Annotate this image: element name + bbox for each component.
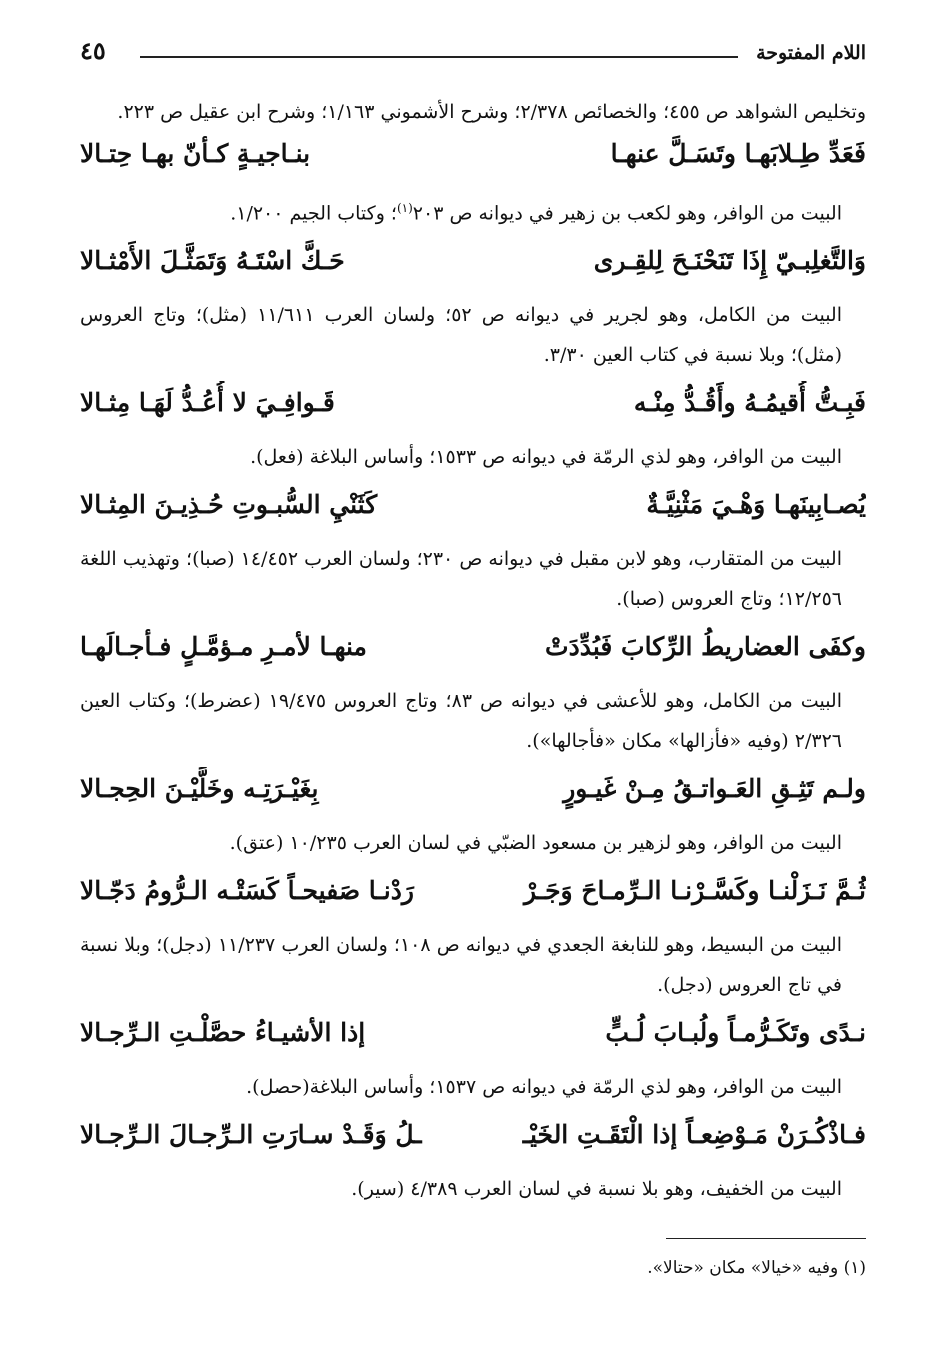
chapter-title: اللام المفتوحة [756,42,866,64]
hemistich-right: فَعَدِّ طِـلابَهـا وتَسَـلَّ عنهـا [610,139,866,168]
verse-citation: البيت من الكامل، وهو للأعشى في ديوانه ص ٨٣؛ وتاج العروس ١٩/٤٧٥ (عضرط)؛ وكتاب العين ٢/٣٢٦ (وفيه «فأزالها» مكان «فأجالها»). [80,690,842,753]
hemistich-right: وَالتَّغلِبـيّ إِذَا تَنَحْنَـحَ لِلقِـرى [593,246,866,276]
hemistich-left: ـلُ وَقَـدْ سـارَتِ الـرِّجـالَ الـرِّجـالا [80,1120,422,1150]
running-header [80,36,866,72]
citation-text: البيت من الوافر، وهو لكعب بن زهير في ديوانه ص ٢٠٣ [412,202,842,225]
verse-entry [80,239,866,375]
hemistich-left: بِغَيْـرَتِـه وخَلَّيْـنَ الحِجـالا [80,774,319,804]
verse-line [80,483,866,539]
hemistich-left: قَـوافِـيَ لا أُعُـدُّ لَهَـا مِثـالا [80,388,335,418]
verse-entry [80,483,866,619]
verse-citation [80,188,842,233]
verse-line [80,132,866,188]
page-number: ٤٥ [80,36,106,65]
verse-entry [80,1011,866,1107]
verse-line [80,767,866,823]
verse-line [80,239,866,295]
hemistich-right: نـدًى وتَكَـرُّمـاً ولُبـابَ لُـبٍّ [605,1018,866,1048]
hemistich-right: ولـم تَثِـقِ العَـواتـقُ مِـنْ غَيـورٍ [563,774,866,804]
verse-citation: البيت من الخفيف، وهو بلا نسبة في لسان العرب ٤/٣٨٩ (سير). [351,1178,842,1201]
footnote-separator [666,1238,866,1239]
hemistich-right: فـاذْكُـرَنْ مَـوْضِعـاً إذا الْتَقَـتِ الخَيْـ [522,1120,866,1150]
verse-line [80,625,866,681]
hemistich-left: رَدْنـا صَفيحـاً كَسَتْـه الـرُّومُ دَجّـالا [80,876,414,906]
hemistich-left: حَـكَّ اسْتَـهُ وَتَمَثَّـلَ الأَمْثـالا [80,246,345,276]
hemistich-right: فَبِـتُّ أُقيمُـهُ وأَقُـدُّ مِنْـه [633,388,866,418]
verse-citation: البيت من الوافر، وهو لذي الرمّة في ديوانه ص ١٥٣٧؛ وأساس البلاغة(حصل). [246,1076,842,1099]
verse-entry [80,381,866,477]
hemistich-left: منهـا لأمـرِ مـؤمَّـلٍ فـأجـالَهـا [80,632,367,662]
verse-entry [80,625,866,761]
verse-citation: البيت من المتقارب، وهو لابن مقبل في ديوانه ص ٢٣٠؛ ولسان العرب ١٤/٤٥٢ (صبا)؛ وتهذيب اللغة ١٢/٢٥٦؛ وتاج العروس (صبا). [80,548,842,611]
citation-text: ؛ وكتاب الجيم ١/٢٠٠. [230,202,397,225]
verse-line [80,869,866,925]
verse-line [80,1113,866,1169]
verse-citation: البيت من الوافر، وهو لذي الرمّة في ديوانه ص ١٥٣٣؛ وأساس البلاغة (فعل). [250,446,842,469]
verse-entry [80,767,866,863]
verse-citation: البيت من البسيط، وهو للنابغة الجعدي في ديوانه ص ١٠٨؛ ولسان العرب ١١/٢٣٧ (دجل)؛ وبلا نسبة في تاج العروس (دجل). [80,934,842,997]
verse-entry [80,869,866,1005]
verse-citation: البيت من الوافر، وهو لزهير بن مسعود الضبّي في لسان العرب ١٠/٢٣٥ (عتق). [229,832,842,855]
hemistich-left: كَثَنْيِ السُّبـوتِ حُـذِيـنَ المِثـالا [80,490,378,520]
verse-entry [80,1113,866,1209]
verse-citation: البيت من الكامل، وهو لجرير في ديوانه ص ٥٢؛ ولسان العرب ١١/٦١١ (مثل)؛ وتاج العروس (مثل)؛ وبلا نسبة في كتاب العين ٣/٣٠. [80,304,842,367]
intro-paragraph: وتخليص الشواهد ص ٤٥٥؛ والخصائص ٢/٣٧٨؛ وشرح الأشموني ١/١٦٣؛ وشرح ابن عقيل ص ٢٢٣. [117,101,866,123]
hemistich-right: ثُـمَّ نَـزَلْنـا وكَسَّـرْنـا الـرِّمـاحَ وَجَـرْ [523,876,866,906]
verse-entry [80,132,866,233]
hemistich-right: وكفَى العضاريطُ الرِّكابَ فَبُدِّدَتْ [545,632,866,662]
hemistich-right: يُصـابِينَهـا وَهْـيَ مَثْنِيَّـةٌ [646,490,866,520]
footnote: (١) وفيه «خيالا» مكان «حتالا». [647,1258,866,1278]
hemistich-left: إذا الأشيـاءُ حصَّلْـتِ الـرِّجـالا [80,1018,366,1048]
footnote-marker[interactable]: (١) [396,201,413,215]
hemistich-left: بنـاجيـةٍ كـأنّ بهـا حِتـالا [80,139,311,168]
verse-line [80,381,866,437]
verse-line [80,1011,866,1067]
header-rule [140,56,738,58]
page-body [80,92,866,1215]
